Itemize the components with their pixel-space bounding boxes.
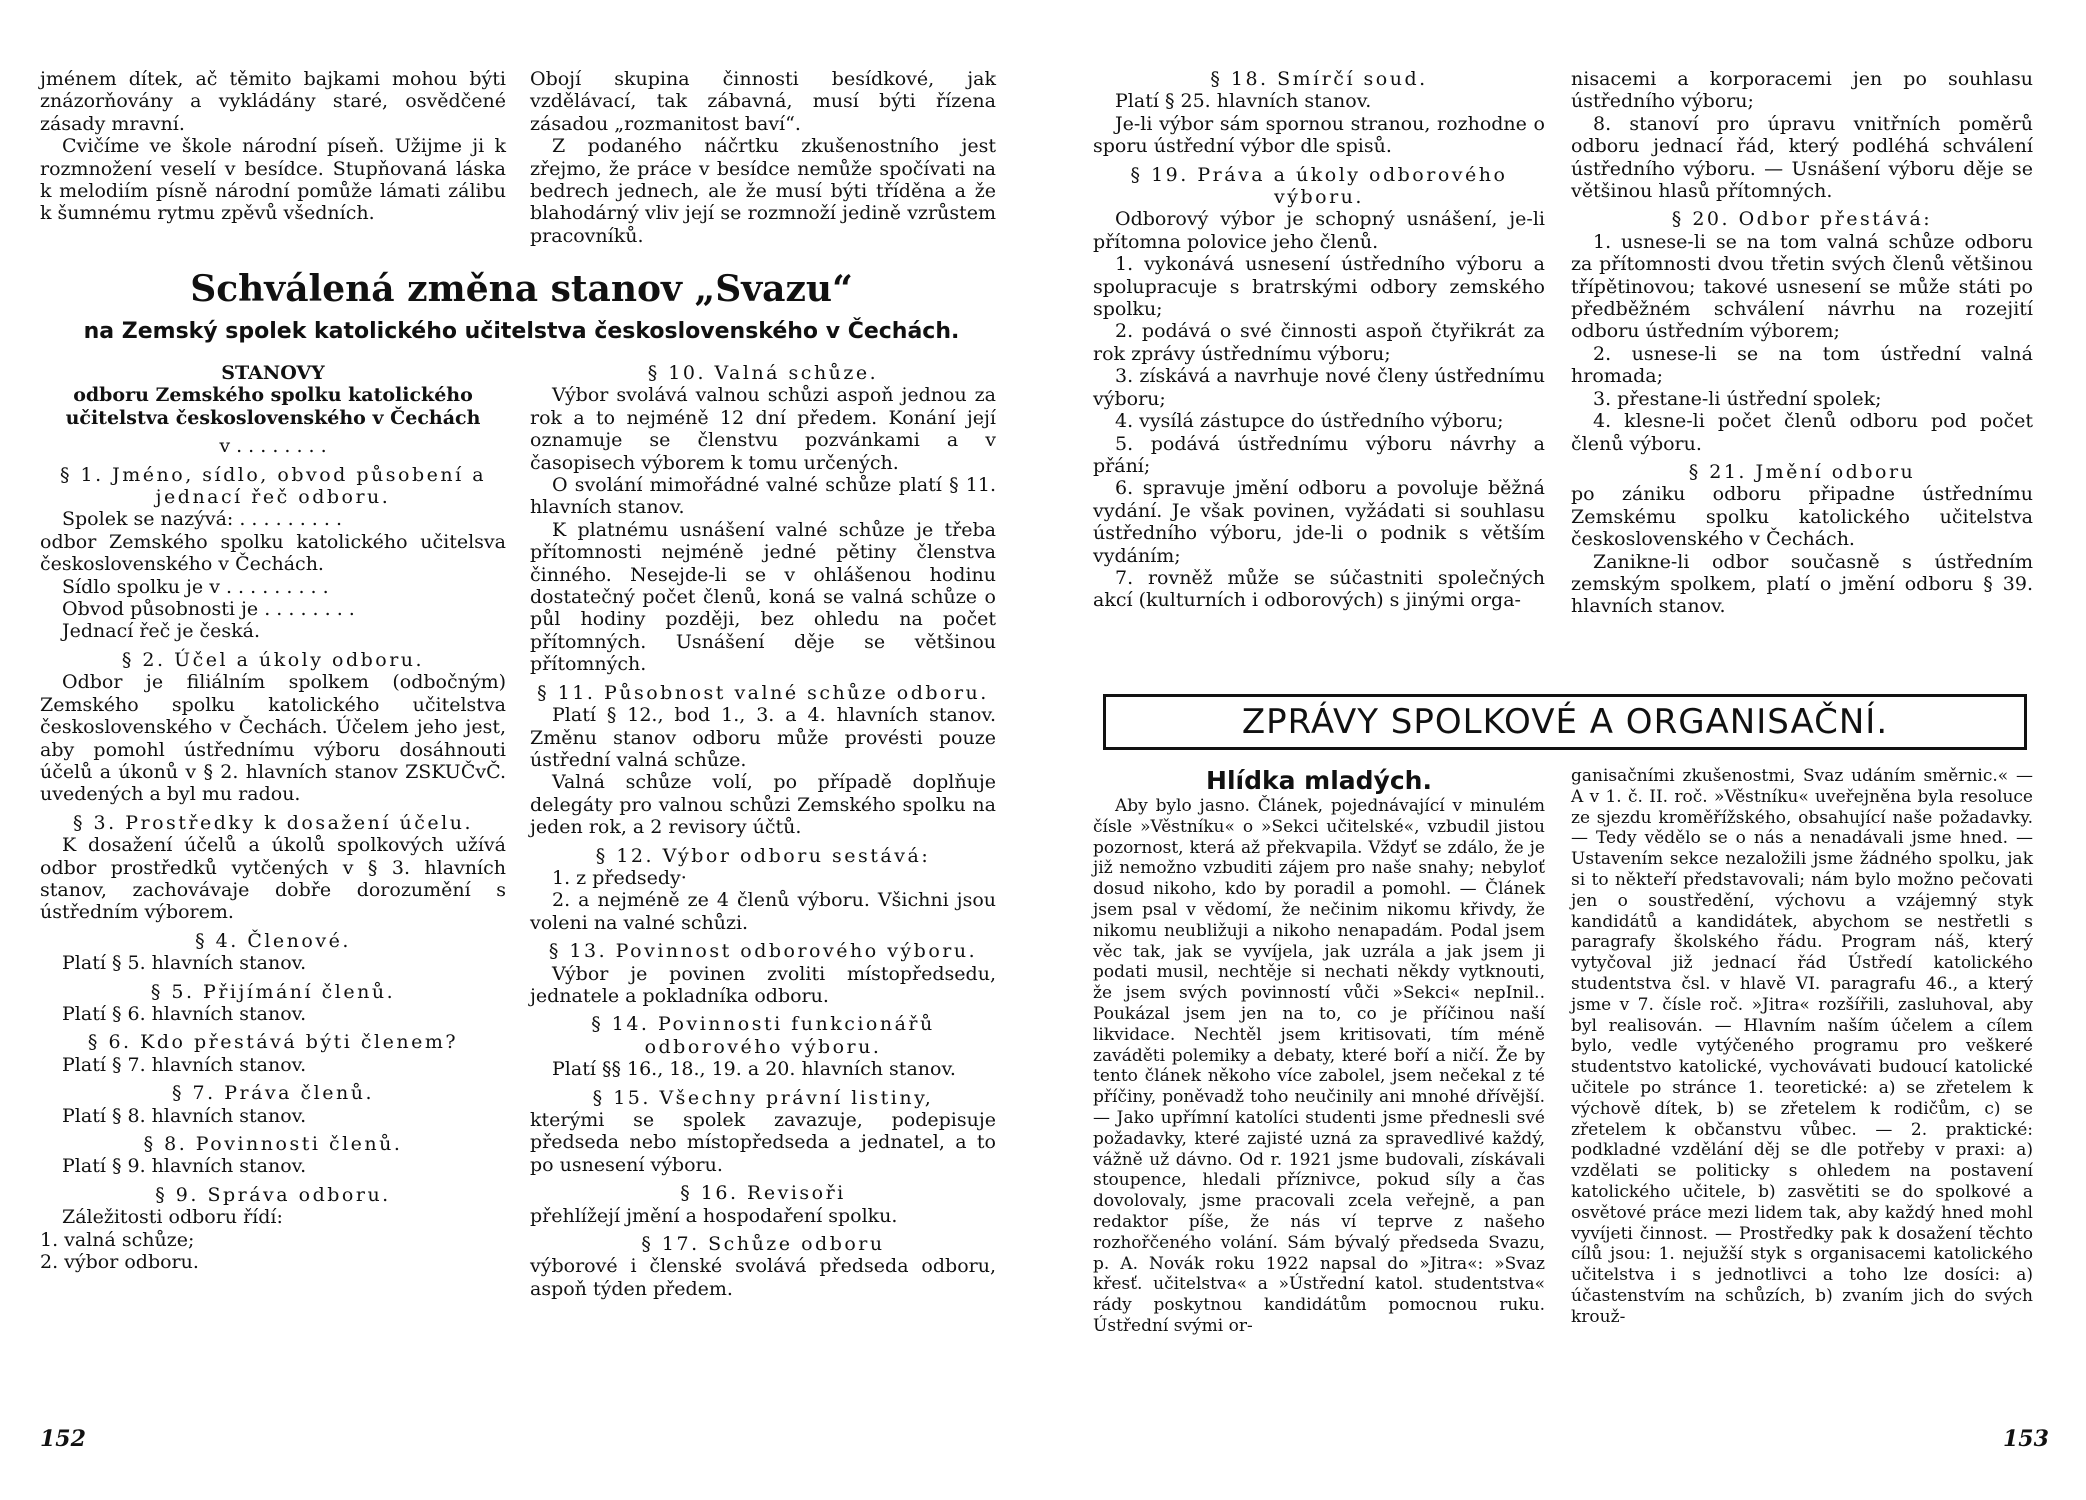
paragraph: Cvičíme ve škole národní píseň. Užijme ji k rozmnožení veselí v besídce. Stupňovaná láska k melodiím písně národní pomůže lámati zálibu k šumnému rytmu zpěvů všedních.	[40, 135, 506, 225]
section-heading: § 3. Prostředky k dosažení účelu.	[73, 811, 473, 834]
paragraph: Valná schůze volí, po případě doplňuje delegáty pro valnou schůzi Zemského spolku na jeden rok, a 2 revisory účtů.	[530, 771, 996, 839]
section-heading: § 5. Přijímání členů.	[150, 980, 396, 1003]
paragraph: Odbor je filiálním spolkem (odbočným) Zemského spolku katolického učitelstva československého v Čechách. Účelem jeho jest, aby pomohl ústřednímu výboru dosáhnouti účelů a úkonů v § 2. hlavních stanov ZSKUČvČ. uvedených a byl mu radou.	[40, 671, 506, 806]
text-line: Platí § 25. hlavních stanov.	[1115, 90, 1372, 113]
text-line: odbor Zemského spolku katolického učitelsva československého v Čechách.	[40, 530, 506, 576]
paragraph: po zániku odboru připadne ústřednímu Zemskému spolku katolického učitelstva československého v Čechách.	[1571, 483, 2033, 551]
section-heading: § 4. Členové.	[195, 929, 351, 952]
section-heading: § 12. Výbor odboru sestává:	[595, 844, 931, 867]
section-heading: § 2. Účel a úkoly odboru.	[121, 648, 425, 671]
list-item: 4. vysílá zástupce do ústředního výboru;	[1115, 410, 1504, 433]
section-heading: § 13. Povinnost odborového výboru.	[548, 940, 978, 963]
section-heading: § 17. Schůze odboru	[641, 1233, 885, 1256]
statutes-column-3	[1093, 68, 1545, 612]
text-line: 2. výbor odboru.	[40, 1251, 199, 1274]
text-line: Sídlo spolku je v . . . . . . . . .	[62, 575, 329, 598]
paragraph: výborové i členské svolává předseda odboru, aspoň týden předem.	[530, 1255, 996, 1300]
text-line: Platí § 6. hlavních stanov.	[62, 1002, 307, 1025]
text-line: Platí §§ 16., 18., 19. a 20. hlavních stanov.	[552, 1058, 956, 1081]
page-number: 153	[2003, 1426, 2049, 1452]
text-line: 2. a nejméně ze 4 členů výboru. Všichni jsou voleni na valné schůzi.	[530, 889, 996, 934]
paragraph: Aby bylo jasno. Článek, pojednávající v minulém čísle »Věstníku« o »Sekci učitelské«, vzbudil jistou pozornost, která až překvapila. Vždyť se zdálo, že je již nemožno vzbuditi zájem pro naše snahy; nebyloť dosud nikoho, kdo by poradil a pomohl. — Článek jsem psal v vědomí, že nečinim nikomu křivdy, že nikomu neubližuji a nikoho nenapadám. Podal jsem věc tak, jak se vyvíjela, jak uzrála a jak jsem ji podati musil, nechtěje si nechati někdy vytknouti, že jsem svých povinností vůči »Sekci« nepInil.. Poukázal jsem jen na to, co je příčinou naší likvidace. Nechtěl jsem kritisovati, tím méně zaváděti polemiky a debaty, které boří a ničí. Že by tento článek někoho více zabolel, jsem nečekal z té příčiny, poněvadž toho neučinily ani mnohé dřívější. — Jako upřímní katolíci studenti jsme přednesli své požadavky, které zajisté uzná za spravedlivé každý, vážně už dávno. Od r. 1921 jsme budovali, získávali stoupence, hledali příznivce, pokud síly a čas dovolovaly, jsme pracovali zcela veřejně, a pan redaktor píše, že nás ví teprve z našeho rozhořčeného volání. Sám bývalý předseda Svazu, p. A. Novák roku 1922 napsal do »Jitra«: »Svaz křesť. učitelstva« a »Ústřední katol. studentstva« rády poskytnou kandidátům pomocnou ruku. Ústřední svými or-	[1093, 796, 1545, 1336]
list-item: 4. klesne-li počet členů odboru pod počet členů výboru.	[1571, 410, 2033, 455]
paragraph: Výbor je povinen zvoliti místopředsedu, jednatele a pokladníka odboru.	[530, 962, 996, 1007]
article-subtitle: na Zemský spolek katolického učitelstva československého v Čechách.	[83, 319, 960, 344]
section-heading: § 11. Působnost valné schůze odboru.	[537, 681, 989, 704]
hlidka-title: Hlídka mladých.	[1206, 766, 1432, 795]
paragraph: ganisačními zkušenostmi, Svaz udáním směrnic.« — A v 1. č. II. roč. »Věstníku« uveřejněna byla resoluce ze sjezdu kroměřížského, obsahující naše požadavky. — Tedy vědělo se o nás a nenadávali jsme hned. — Ustavením sekce nezaložili jsme žádného spolku, jak si to někteří představovali; nám bylo možno pečovati jen o soustředění, výchovu a vzájemný styk kandidátů a kandidátek, abychom se nestřetli s paragrafy školského řádu. Program náš, který vytyčoval již jednací řád Ústředí katolického studentstva čsl. v hlavě VI. paragrafu 46., a který jsme v 7. čísle roč. »Jitra« rozšířili, zasluhoval, aby byl realisován. — Hlavním naším účelem a cílem bylo, vedle vytýčeného programu pro veškeré studentstvo katolické, vychovávati budoucí katolické učitele po stránce 1. teoretické: a) se zřetelem k výchově dítek, b) se zřetelem k rodičům, c) se zřetelem k občanstvu vůbec. — 2. praktické: podkladné vzdělání děj se dle potřeby v praxi: a) vzdělati se politicky s ohledem na postavení katolického učitele, b) zasvětiti se do spolkové a osvětové práce mezi lidem tak, aby každý hned mohl vyvíjeti činnost. — Prostředky pak k dosažení těchto cílů jsou: 1. nejužší styk s organisacemi katolického učitelstva i s jednotlivci a toho lze dosíci: a) účastenstvím na schůzích, b) zvaním jich do svých krouž-	[1571, 766, 2033, 1327]
list-item: 3. získává a navrhuje nové členy ústřednímu výboru;	[1093, 365, 1545, 410]
section-heading: § 16. Revisoři	[680, 1182, 846, 1205]
article-title: Schválená změna stanov „Svazu“	[190, 268, 853, 310]
paragraph: Zanikne-li odbor současně s ústředním zemským spolkem, platí o jmění odboru § 39. hlavních stanov.	[1571, 550, 2033, 618]
list-item: 1. vykonává usnesení ústředního výboru a spolupracuje s bratrskými odbory zemského spolku;	[1093, 253, 1545, 321]
paragraph: nisacemi a korporacemi jen po souhlasu ústředního výboru;	[1571, 68, 2033, 113]
text-line: Platí § 5. hlavních stanov.	[62, 952, 307, 975]
section-heading: § 15. Všechny právní listiny,	[592, 1086, 934, 1109]
statutes-column-4	[1571, 68, 2033, 618]
hlidka-column-1	[1093, 766, 1545, 1337]
text-line: 1. z předsedy·	[552, 866, 687, 889]
place-line: v . . . . . . . .	[219, 435, 327, 458]
section-heading: § 14. Povinnosti funkcionářů odborového výboru.	[591, 1013, 935, 1058]
paragraph: O svolání mimořádné valné schůze platí § 11. hlavních stanov.	[530, 474, 996, 519]
list-item: 5. podává ústřednímu výboru návrhy a přání;	[1093, 432, 1545, 477]
paragraph: jménem dítek, ač těmito bajkami mohou býti znázorňovány a vykládány staré, osvědčené zásady mravní.	[40, 68, 506, 135]
paragraph: Výbor svolává valnou schůzi aspoň jednou za rok a to nejméně 12 dní předem. Konání její oznamuje se členstvu pozvánkami a v časopisech výborem k tomu určených.	[530, 384, 996, 474]
page-number: 152	[40, 1426, 86, 1452]
text-line: Obvod působnosti je . . . . . . . .	[62, 598, 355, 621]
section-heading: § 18. Smírčí soud.	[1210, 68, 1428, 90]
section-heading: § 20. Odbor přestává:	[1671, 208, 1933, 231]
right-page	[1043, 0, 2086, 1500]
statutes-column-2	[530, 362, 996, 1300]
section-heading: § 1. Jméno, sídlo, obvod působení a jednací řeč odboru.	[59, 463, 487, 509]
text-line: Jednací řeč je česká.	[62, 620, 261, 643]
hlidka-column-2	[1571, 766, 2033, 1328]
text-line: 1. valná schůze;	[40, 1228, 195, 1251]
paragraph: Z podaného náčrtku zkušenostního jest zřejmo, že práce v besídce nemůže spočívati na bedrech jednech, ale že musí býti tříděna a že blahodárný vliv její se rozmnoží jedině vzrůstem pracovníků.	[530, 135, 996, 247]
text-line: Platí § 9. hlavních stanov.	[62, 1155, 307, 1178]
section-heading: § 19. Práva a úkoly odborového výboru.	[1130, 163, 1508, 209]
stanovy-heading: STANOVY	[221, 362, 325, 384]
paragraph: kterými se spolek zavazuje, podepisuje předseda nebo místopředseda a jednatel, a to po usnesení výboru.	[530, 1109, 996, 1176]
text-line: Spolek se nazývá: . . . . . . . . .	[62, 508, 343, 531]
text-line: Záležitosti odboru řídí:	[62, 1206, 283, 1229]
section-heading: § 7. Práva členů.	[172, 1082, 374, 1105]
left-top-column-2	[530, 68, 996, 247]
list-item: 7. rovněž může se súčastniti společných akcí (kulturních i odborových) s jinými orga-	[1093, 566, 1545, 612]
stanovy-subheading: odboru Zemského spolku katolického učitelstva československého v Čechách	[65, 384, 481, 429]
paragraph: K platnému usnášení valné schůze je třeba přítomnosti nejméně jedné pětiny členstva činného. Nesejde-li se v ohlášenou hodinu dostatečný počet členů, koná se valná schůze o půl hodiny později, bez ohledu na počet přítomných. Usnášení děje se většinou přítomných.	[530, 518, 996, 676]
section-heading: § 9. Správa odboru.	[155, 1183, 391, 1206]
list-item: 2. usnese-li se na tom ústřední valná hromada;	[1571, 342, 2033, 388]
list-item: 2. podává o své činnosti aspoň čtyřikrát za rok zprávy ústřednímu výboru;	[1093, 320, 1545, 365]
section-heading: § 21. Jmění odboru	[1688, 460, 1916, 483]
section-heading: § 8. Povinnosti členů.	[143, 1133, 403, 1155]
paragraph: Je-li výbor sám spornou stranou, rozhodne o sporu ústřední výbor dle spisů.	[1093, 112, 1545, 158]
list-item: 6. spravuje jmění odboru a povoluje běžná vydání. Je však povinen, vyžádati si souhlasu ústředního výboru, jde-li o podnik s větším vydáním;	[1093, 477, 1545, 567]
paragraph: K dosažení účelů a úkolů spolkových užívá odbor prostředků vytčených v § 3. hlavních stanov, zachovávaje dobře dorozumění s ústředním výborem.	[40, 834, 506, 924]
list-item: 8. stanoví pro úpravu vnitřních poměrů odboru jednací řád, který podléhá schválení ústředního výboru. — Usnášení výboru děje se většinou hlasů přítomných.	[1571, 112, 2033, 203]
paragraph: Platí § 12., bod 1., 3. a 4. hlavních stanov. Změnu stanov odboru může provésti pouze ústřední valná schůze.	[530, 704, 996, 771]
list-item: 3. přestane-li ústřední spolek;	[1593, 387, 1882, 410]
text-line: Platí § 7. hlavních stanov.	[62, 1053, 307, 1076]
section-heading: § 6. Kdo přestává býti členem?	[87, 1031, 459, 1054]
text-line: přehlížejí jmění a hospodaření spolku.	[530, 1204, 898, 1227]
left-top-column-1	[40, 68, 506, 225]
section-heading: § 10. Valná schůze.	[647, 362, 879, 384]
paragraph: Odborový výbor je schopný usnášení, je-li přítomna polovice jeho členů.	[1093, 208, 1545, 253]
text-line: Platí § 8. hlavních stanov.	[62, 1104, 307, 1127]
section-banner: ZPRÁVY SPOLKOVÉ A ORGANISAČNÍ.	[1103, 694, 2027, 750]
paragraph: Obojí skupina činnosti besídkové, jak vzdělávací, tak zábavná, musí býti řízena zásadou „rozmanitost baví“.	[530, 68, 996, 135]
statutes-column-1	[40, 362, 506, 1273]
list-item: 1. usnese-li se na tom valná schůze odboru za přítomnosti dvou třetin svých členů většinou třípětinovou; takové usnesení se může státi po předběžném schválení návrhu na rozejití odboru ústředním výborem;	[1571, 230, 2033, 343]
